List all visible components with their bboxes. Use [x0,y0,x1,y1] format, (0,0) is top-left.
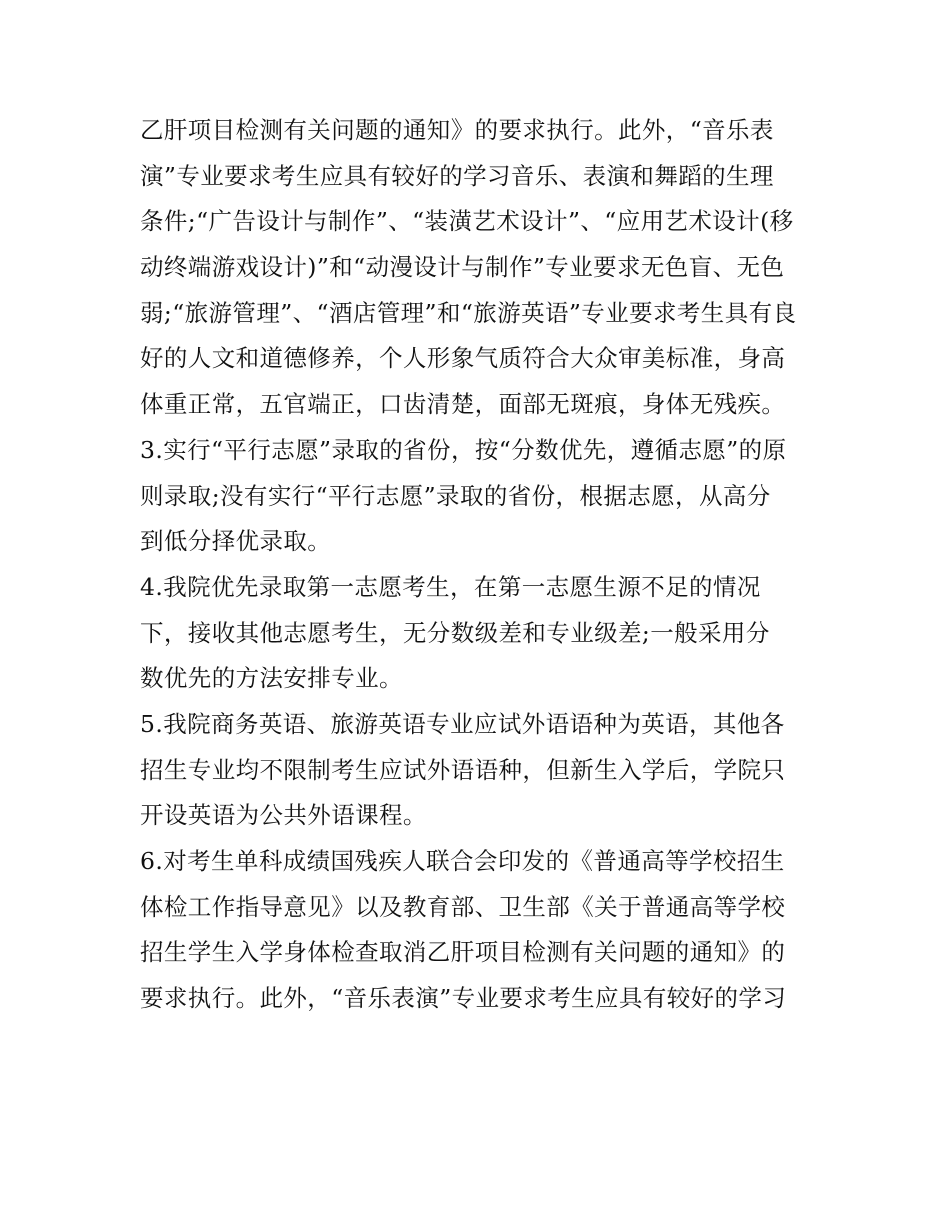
text-line: 开设英语为公共外语课程。 [140,801,427,830]
text-line: 体检工作指导意见》以及教育部、卫生部《关于普通高等学校 [140,892,786,921]
document-page [140,108,820,1022]
text-line: 好的人文和道德修养，个人形象气质符合大众审美标准，身高 [140,344,786,373]
text-line: 则录取;没有实行“平行志愿”录取的省份，根据志愿，从高分 [140,481,771,510]
text-line: 4.我院优先录取第一志愿考生，在第一志愿生源不足的情况 [140,572,761,601]
text-line: 6.对考生单科成绩国残疾人联合会印发的《普通高等学校招生 [140,847,785,875]
text-line: 乙肝项目检测有关问题的通知》的要求执行。此外，“音乐表 [140,116,774,144]
text-line: 演”专业要求考生应具有较好的学习音乐、表演和舞蹈的生理 [140,161,774,190]
text-line: 招生专业均不限制考生应试外语语种，但新生入学后，学院只 [140,755,786,784]
text-line: 动终端游戏设计)”和“动漫设计与制作”专业要求无色盲、无色 [140,253,785,282]
text-line: 弱;“旅游管理”、“酒店管理”和“旅游英语”专业要求考生具有良 [140,298,797,327]
text-line: 要求执行。此外，“音乐表演”专业要求考生应具有较好的学习 [140,984,787,1013]
text-line: 条件;“广告设计与制作”、“装潢艺术设计”、“应用艺术设计(移 [140,207,794,236]
text-line: 到低分择优录取。 [140,527,332,556]
text-line: 体重正常，五官端正，口齿清楚，面部无斑痕，身体无残疾。 [140,390,786,419]
text-line: 数优先的方法安排专业。 [140,664,403,693]
text-line: 3.实行“平行志愿”录取的省份，按“分数优先，遵循志愿”的原 [140,435,787,464]
text-line: 下，接收其他志愿考生，无分数级差和专业级差;一般采用分 [140,618,770,647]
text-line: 5.我院商务英语、旅游英语专业应试外语语种为英语，其他各 [140,709,785,738]
text-line: 招生学生入学身体检查取消乙肝项目检测有关问题的通知》的 [140,938,786,967]
